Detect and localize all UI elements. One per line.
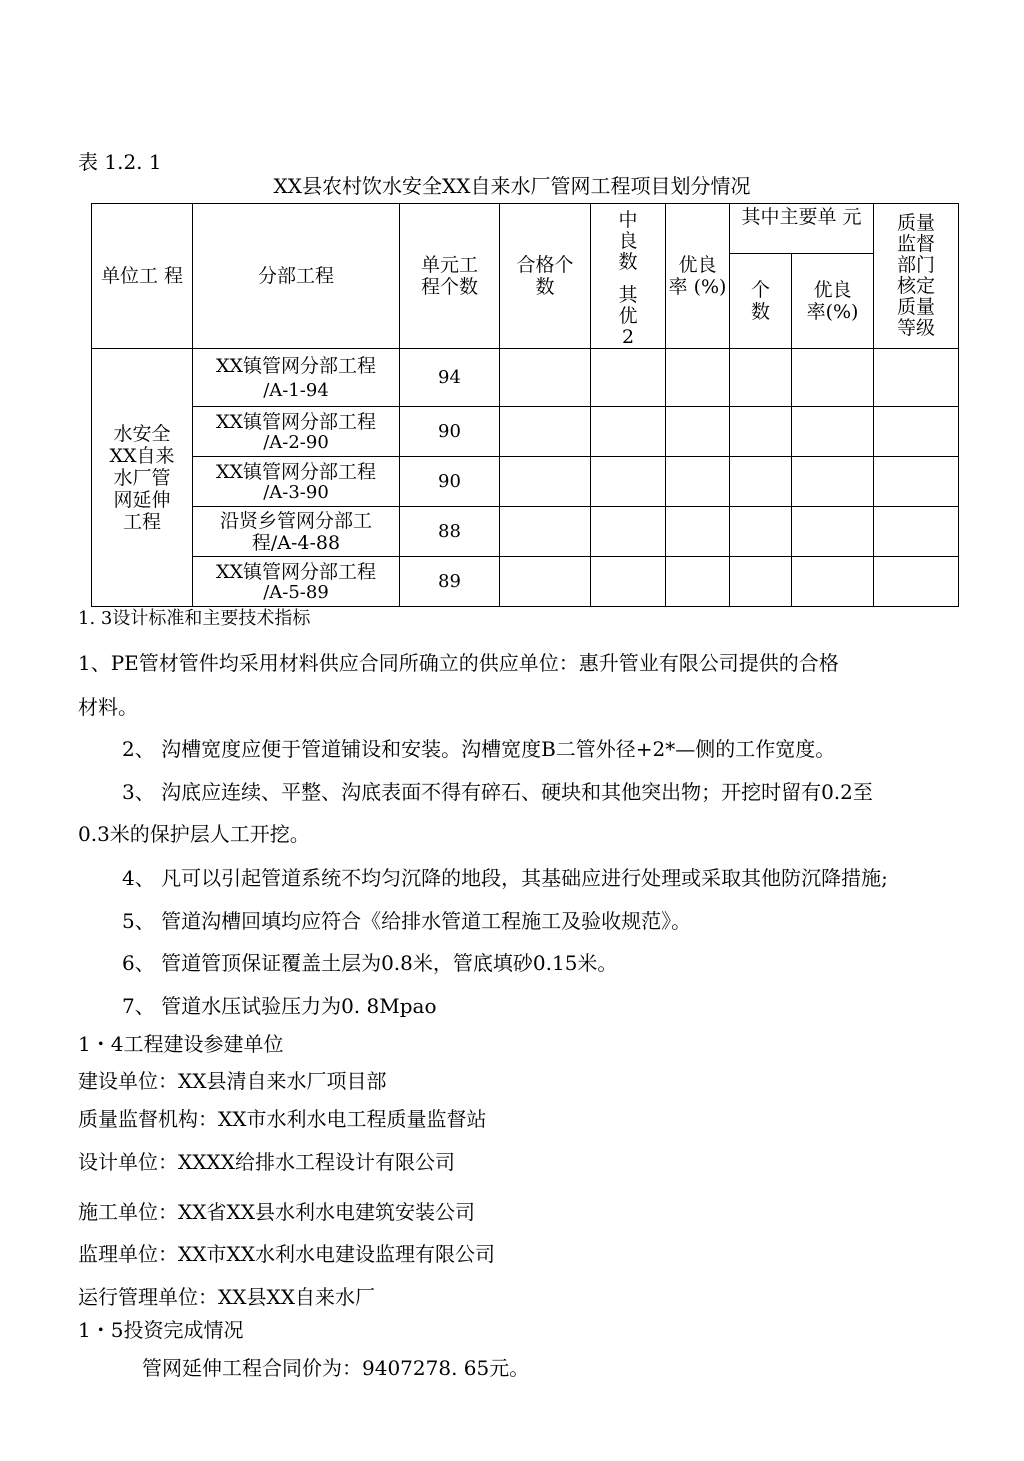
sub-project-cell — [193, 407, 400, 457]
unit-name-line: XX自来 — [109, 444, 175, 467]
header-unit-count-line1: 单元工 — [420, 254, 478, 276]
table-label: 表 1.2. 1 — [78, 150, 162, 174]
empty-cell — [591, 557, 666, 607]
empty-cell — [666, 557, 730, 607]
empty-cell — [730, 349, 792, 407]
sub-project-line1: XX镇管网分部工程 — [215, 460, 377, 483]
header-qualified-line1: 合格个 — [516, 254, 574, 276]
empty-cell — [874, 557, 959, 607]
sub-project-cell — [193, 457, 400, 507]
sub-project-line2: /A-1-94 — [263, 379, 329, 401]
unit-count-cell: 94 — [400, 349, 500, 407]
header-main-rate-line1: 优良 — [813, 279, 852, 301]
supervision-line: 核定 — [897, 275, 936, 297]
unit-name-line: 水厂管 — [113, 466, 171, 489]
header-sub-project: 分部工程 — [193, 204, 400, 349]
empty-cell — [500, 407, 591, 457]
quality-supervision-unit: 质量监督机构：XX市水利水电工程质量监督站 — [78, 1107, 487, 1131]
section-15-heading: 1・5投资完成情况 — [78, 1318, 244, 1342]
supervision-line: 等级 — [897, 317, 936, 339]
sub-project-line1: 沿贤乡管网分部工 — [219, 509, 372, 532]
empty-cell — [500, 457, 591, 507]
empty-cell — [874, 349, 959, 407]
excellent-count-char: 优 — [618, 305, 638, 327]
supervision-line: 部门 — [897, 254, 936, 276]
empty-cell — [666, 349, 730, 407]
builder-unit: 建设单位：XX县清自来水厂项目部 — [78, 1069, 387, 1093]
unit-name-line: 网延伸 — [113, 488, 171, 511]
empty-cell — [591, 349, 666, 407]
unit-project-name — [92, 349, 193, 607]
sub-project-line1: XX镇管网分部工程 — [215, 410, 377, 433]
supervision-line: 质量 — [897, 296, 936, 318]
unit-count-cell: 90 — [400, 457, 500, 507]
item-2: 2、 沟槽宽度应便于管道铺设和安装。沟槽宽度B二管外径+2*—侧的工作宽度。 — [122, 737, 836, 761]
operator-unit: 运行管理单位：XX县XX自来水厂 — [78, 1285, 375, 1309]
sub-project-cell — [193, 349, 400, 407]
sub-project-line2: /A-3-90 — [263, 481, 329, 503]
sub-project-line2: /A-5-89 — [263, 581, 329, 603]
empty-cell — [874, 457, 959, 507]
excellent-count-char: 数 — [618, 251, 638, 273]
header-main-rate — [792, 254, 874, 349]
empty-cell — [591, 457, 666, 507]
header-unit-count — [400, 204, 500, 349]
empty-cell — [730, 407, 792, 457]
design-unit: 设计单位：XXXX给排水工程设计有限公司 — [78, 1150, 455, 1174]
empty-cell — [666, 457, 730, 507]
item-4: 4、 凡可以引起管道系统不均匀沉降的地段，其基础应进行处理或采取其他防沉降措施; — [122, 866, 888, 890]
empty-cell — [500, 557, 591, 607]
empty-cell — [730, 557, 792, 607]
table-title: XX县农村饮水安全XX自来水厂管网工程项目划分情况 — [273, 174, 751, 198]
section-13-heading: 1. 3设计标准和主要技术指标 — [78, 608, 311, 629]
empty-cell — [666, 407, 730, 457]
empty-cell — [730, 457, 792, 507]
header-qualified — [500, 204, 591, 349]
empty-cell — [792, 457, 874, 507]
header-main-count-line2: 数 — [750, 301, 770, 323]
sub-project-line1: XX镇管网分部工程 — [215, 354, 377, 377]
header-main-count-line1: 个 — [750, 279, 770, 301]
item-1-line1: 1、PE管材管件均采用材料供应合同所确立的供应单位：惠升管业有限公司提供的合格 — [78, 651, 839, 675]
unit-name-line: 水安全 — [113, 422, 171, 445]
empty-cell — [792, 507, 874, 557]
excellent-count-char: 2 — [621, 326, 635, 348]
header-qualified-line2: 数 — [535, 276, 555, 298]
contract-price: 管网延伸工程合同价为：9407278. 65元。 — [142, 1356, 530, 1380]
header-excellent-count — [591, 204, 666, 349]
unit-count-cell: 89 — [400, 557, 500, 607]
header-excellent-rate-line1: 优良 — [678, 254, 717, 276]
header-unit-count-line2: 程个数 — [420, 276, 478, 298]
supervisor-unit: 监理单位：XX市XX水利水电建设监理有限公司 — [78, 1242, 495, 1266]
empty-cell — [730, 507, 792, 557]
empty-cell — [792, 349, 874, 407]
item-3-line1: 3、 沟底应连续、平整、沟底表面不得有碎石、硬块和其他突出物；开挖时留有0.2至 — [122, 780, 873, 804]
sub-project-line2: 程/A-4-88 — [251, 531, 341, 554]
empty-cell — [874, 507, 959, 557]
sub-project-line2: /A-2-90 — [263, 431, 329, 453]
sub-project-cell — [193, 507, 400, 557]
unit-count-cell: 88 — [400, 507, 500, 557]
header-supervision — [874, 204, 959, 349]
item-1-line2: 材料。 — [78, 695, 138, 719]
unit-name-line: 工程 — [122, 510, 161, 533]
construction-unit: 施工单位：XX省XX县水利水电建筑安装公司 — [78, 1200, 475, 1224]
header-main-units: 其中主要单 元 — [730, 204, 874, 254]
supervision-line: 监督 — [897, 233, 936, 255]
sub-project-line1: XX镇管网分部工程 — [215, 560, 377, 583]
item-3-line2: 0.3米的保护层人工开挖。 — [78, 822, 310, 846]
header-main-rate-line2: 率(%) — [806, 301, 859, 323]
excellent-count-char: 中 — [618, 209, 638, 231]
unit-count-cell: 90 — [400, 407, 500, 457]
supervision-line: 质量 — [897, 212, 936, 234]
empty-cell — [591, 407, 666, 457]
item-6: 6、 管道管顶保证覆盖土层为0.8米，管底填砂0.15米。 — [122, 951, 618, 975]
empty-cell — [666, 507, 730, 557]
empty-cell — [874, 407, 959, 457]
empty-cell — [500, 349, 591, 407]
header-unit-project: 单位工 程 — [92, 204, 193, 349]
item-7: 7、 管道水压试验压力为0. 8Mpao — [122, 994, 437, 1018]
header-excellent-rate-line2: 率 (%) — [668, 276, 727, 298]
empty-cell — [500, 507, 591, 557]
item-5: 5、 管道沟槽回填均应符合《给排水管道工程施工及验收规范》。 — [122, 909, 692, 933]
empty-cell — [591, 507, 666, 557]
header-excellent-rate — [666, 204, 730, 349]
empty-cell — [792, 557, 874, 607]
excellent-count-char: 其 — [618, 284, 638, 306]
section-14-heading: 1・4工程建设参建单位 — [78, 1032, 284, 1056]
empty-cell — [792, 407, 874, 457]
project-division-table — [91, 203, 959, 607]
excellent-count-char: 良 — [618, 230, 638, 252]
header-main-count — [730, 254, 792, 349]
sub-project-cell — [193, 557, 400, 607]
